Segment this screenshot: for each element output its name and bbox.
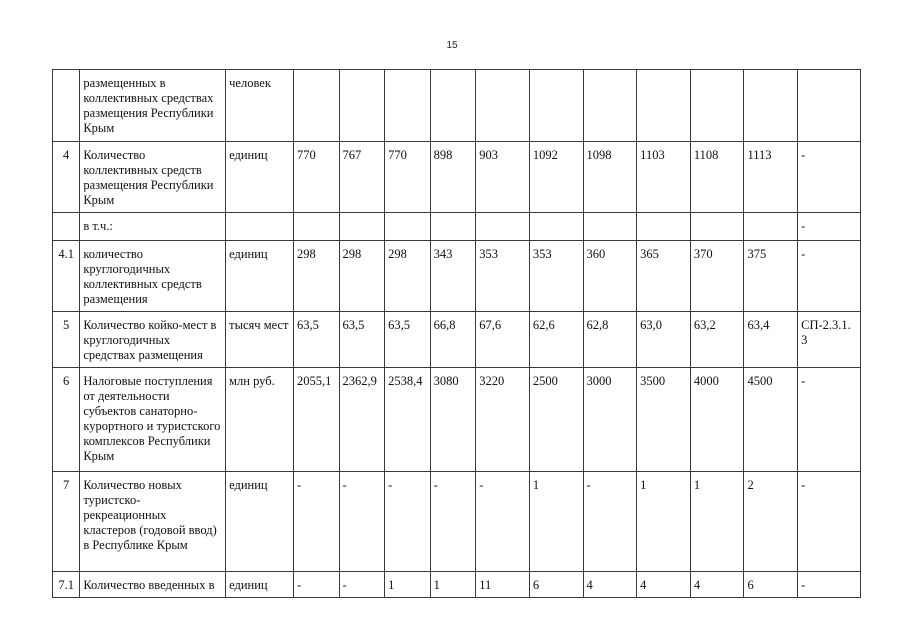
table-row — [53, 472, 861, 572]
row-number-cell: 7.1 — [53, 572, 80, 598]
value-cell: 4000 — [690, 368, 744, 472]
value-cell: 1 — [430, 572, 476, 598]
value-cell: - — [385, 472, 431, 572]
value-cell: 2055,1 — [293, 368, 339, 472]
value-cell: 62,6 — [529, 312, 583, 368]
reference-cell: СП-2.3.1.3 — [798, 312, 861, 368]
value-cell: 66,8 — [430, 312, 476, 368]
value-cell: 4 — [583, 572, 637, 598]
table-row — [53, 368, 861, 472]
value-cell: 4 — [690, 572, 744, 598]
reference-cell: - — [798, 142, 861, 213]
value-cell: 67,6 — [476, 312, 530, 368]
table-row — [53, 241, 861, 312]
value-cell: 63,4 — [744, 312, 798, 368]
value-cell: 6 — [744, 572, 798, 598]
value-cell — [637, 213, 691, 241]
row-number-cell — [53, 213, 80, 241]
value-cell — [339, 70, 385, 142]
value-cell: 63,5 — [293, 312, 339, 368]
value-cell: - — [430, 472, 476, 572]
value-cell — [430, 70, 476, 142]
indicator-name-cell: в т.ч.: — [80, 213, 226, 241]
unit-cell: млн руб. — [226, 368, 294, 472]
value-cell: 1113 — [744, 142, 798, 213]
indicator-name-cell: Количество новых туристско-рекреационных кластеров (годовой ввод) в Республике Крым — [80, 472, 226, 572]
value-cell: 11 — [476, 572, 530, 598]
value-cell: 6 — [529, 572, 583, 598]
value-cell: 2500 — [529, 368, 583, 472]
value-cell — [690, 70, 744, 142]
reference-cell — [798, 70, 861, 142]
value-cell — [637, 70, 691, 142]
table-row — [53, 312, 861, 368]
value-cell: 1092 — [529, 142, 583, 213]
value-cell: - — [476, 472, 530, 572]
value-cell: 298 — [293, 241, 339, 312]
unit-cell: единиц — [226, 572, 294, 598]
unit-cell: тысяч мест — [226, 312, 294, 368]
row-number-cell: 4.1 — [53, 241, 80, 312]
value-cell: 1 — [637, 472, 691, 572]
value-cell: 903 — [476, 142, 530, 213]
value-cell: 3500 — [637, 368, 691, 472]
value-cell — [744, 213, 798, 241]
unit-cell: единиц — [226, 142, 294, 213]
value-cell — [529, 70, 583, 142]
value-cell — [385, 213, 431, 241]
reference-cell: - — [798, 368, 861, 472]
indicator-name-cell: количество круглогодичных коллективных средств размещения — [80, 241, 226, 312]
row-number-cell: 4 — [53, 142, 80, 213]
value-cell: 353 — [529, 241, 583, 312]
table-row — [53, 213, 861, 241]
value-cell: 62,8 — [583, 312, 637, 368]
value-cell: 1 — [690, 472, 744, 572]
indicator-name-cell: Количество койко-мест в круглогодичных средствах размещения — [80, 312, 226, 368]
unit-cell — [226, 213, 294, 241]
value-cell: 370 — [690, 241, 744, 312]
value-cell: - — [339, 572, 385, 598]
value-cell: 365 — [637, 241, 691, 312]
reference-cell: - — [798, 241, 861, 312]
reference-cell: - — [798, 572, 861, 598]
row-number-cell: 5 — [53, 312, 80, 368]
value-cell: 1103 — [637, 142, 691, 213]
value-cell: 1098 — [583, 142, 637, 213]
indicator-name-cell: Налоговые поступления от деятельности субъектов санаторно-курортного и туристского комплексов Республики Крым — [80, 368, 226, 472]
value-cell: 63,2 — [690, 312, 744, 368]
value-cell — [339, 213, 385, 241]
value-cell: 4500 — [744, 368, 798, 472]
value-cell: - — [293, 572, 339, 598]
value-cell — [583, 213, 637, 241]
reference-cell: - — [798, 213, 861, 241]
value-cell: 375 — [744, 241, 798, 312]
value-cell — [744, 70, 798, 142]
unit-cell: единиц — [226, 472, 294, 572]
value-cell: 3000 — [583, 368, 637, 472]
value-cell: 898 — [430, 142, 476, 213]
row-number-cell — [53, 70, 80, 142]
value-cell: 4 — [637, 572, 691, 598]
value-cell: 770 — [385, 142, 431, 213]
value-cell — [430, 213, 476, 241]
table-row — [53, 142, 861, 213]
value-cell — [583, 70, 637, 142]
value-cell: 63,0 — [637, 312, 691, 368]
value-cell: - — [339, 472, 385, 572]
row-number-cell: 7 — [53, 472, 80, 572]
value-cell — [690, 213, 744, 241]
unit-cell: человек — [226, 70, 294, 142]
value-cell: 1 — [529, 472, 583, 572]
table-body — [53, 70, 861, 598]
value-cell — [529, 213, 583, 241]
value-cell: 3220 — [476, 368, 530, 472]
table-row — [53, 572, 861, 598]
reference-cell: - — [798, 472, 861, 572]
value-cell: 2538,4 — [385, 368, 431, 472]
value-cell: 770 — [293, 142, 339, 213]
value-cell — [476, 70, 530, 142]
indicator-name-cell: размещенных в коллективных средствах размещения Республики Крым — [80, 70, 226, 142]
indicator-name-cell: Количество коллективных средств размещения Республики Крым — [80, 142, 226, 213]
value-cell — [476, 213, 530, 241]
value-cell — [385, 70, 431, 142]
value-cell: 767 — [339, 142, 385, 213]
value-cell: 63,5 — [339, 312, 385, 368]
value-cell: 3080 — [430, 368, 476, 472]
value-cell: 298 — [385, 241, 431, 312]
value-cell: 1 — [385, 572, 431, 598]
value-cell — [293, 70, 339, 142]
value-cell: 298 — [339, 241, 385, 312]
value-cell: - — [293, 472, 339, 572]
indicator-name-cell: Количество введенных в — [80, 572, 226, 598]
page-number: 15 — [446, 40, 458, 51]
value-cell: 360 — [583, 241, 637, 312]
indicators-table — [52, 69, 861, 598]
unit-cell: единиц — [226, 241, 294, 312]
value-cell: 63,5 — [385, 312, 431, 368]
value-cell: 353 — [476, 241, 530, 312]
value-cell: 2 — [744, 472, 798, 572]
row-number-cell: 6 — [53, 368, 80, 472]
value-cell: 343 — [430, 241, 476, 312]
value-cell — [293, 213, 339, 241]
table-row — [53, 70, 861, 142]
value-cell: 2362,9 — [339, 368, 385, 472]
value-cell: - — [583, 472, 637, 572]
value-cell: 1108 — [690, 142, 744, 213]
